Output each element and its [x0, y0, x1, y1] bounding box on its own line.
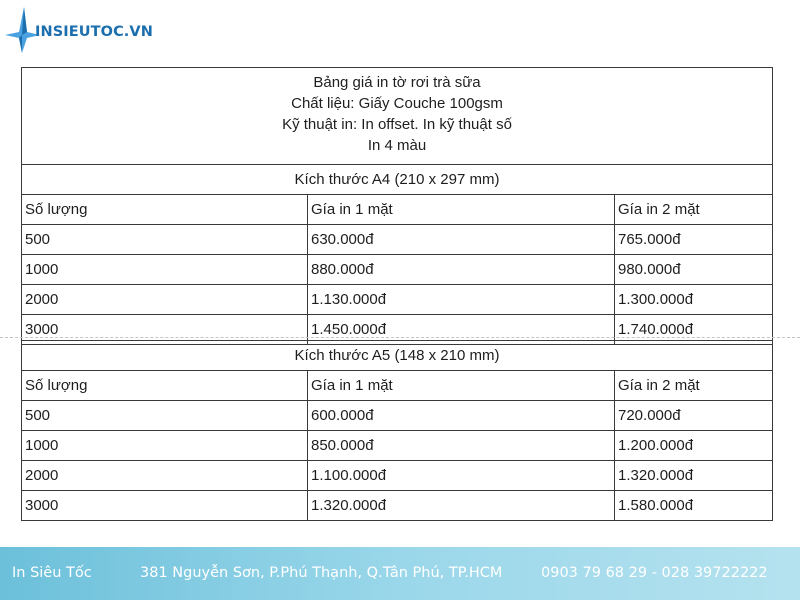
col-price-two-side: Gía in 2 mặt [615, 195, 773, 225]
footer-bar [0, 547, 800, 600]
table-row [22, 431, 773, 461]
price-one-side-cell: 630.000đ [308, 225, 615, 255]
size-title-row [22, 341, 773, 371]
price-two-side-cell: 1.740.000đ [615, 315, 773, 345]
col-price-two-side: Gía in 2 mặt [615, 371, 773, 401]
table-row [22, 225, 773, 255]
price-two-side-cell: 1.320.000đ [615, 461, 773, 491]
header-technique: Kỹ thuật in: In offset. In kỹ thuật số [282, 116, 512, 133]
price-one-side-cell: 880.000đ [308, 255, 615, 285]
header-colors: In 4 màu [367, 137, 427, 154]
price-one-side-cell: 850.000đ [308, 431, 615, 461]
col-price-one-side: Gía in 1 mặt [308, 371, 615, 401]
footer-address: 381 Nguyễn Sơn, P.Phú Thạnh, Q.Tân Phú, TP.HCM [140, 565, 503, 581]
price-two-side-cell: 1.580.000đ [615, 491, 773, 521]
header-cell [22, 68, 773, 165]
footer-phone: 0903 79 68 29 - 028 39722222 [541, 565, 768, 581]
header-row [22, 68, 773, 165]
column-header-row [22, 195, 773, 225]
size-title-row [22, 165, 773, 195]
price-one-side-cell: 1.100.000đ [308, 461, 615, 491]
page-break-line [0, 337, 800, 338]
quantity-cell: 3000 [22, 315, 308, 345]
price-two-side-cell: 720.000đ [615, 401, 773, 431]
price-one-side-cell: 1.130.000đ [308, 285, 615, 315]
table-row [22, 401, 773, 431]
price-table-a4 [21, 67, 773, 345]
price-one-side-cell: 1.320.000đ [308, 491, 615, 521]
quantity-cell: 500 [22, 401, 308, 431]
quantity-cell: 3000 [22, 491, 308, 521]
price-two-side-cell: 765.000đ [615, 225, 773, 255]
price-two-side-cell: 1.300.000đ [615, 285, 773, 315]
quantity-cell: 1000 [22, 255, 308, 285]
size-title-a4: Kích thước A4 (210 x 297 mm) [22, 165, 773, 195]
footer-brand: In Siêu Tốc [12, 565, 92, 581]
quantity-cell: 1000 [22, 431, 308, 461]
quantity-cell: 500 [22, 225, 308, 255]
header-title: Bảng giá in tờ rơi trà sữa [313, 74, 481, 91]
col-price-one-side: Gía in 1 mặt [308, 195, 615, 225]
logo-text: INSIEUTOC.VN [35, 24, 153, 40]
column-header-row [22, 371, 773, 401]
col-quantity: Số lượng [22, 371, 308, 401]
table-row [22, 491, 773, 521]
quantity-cell: 2000 [22, 285, 308, 315]
price-two-side-cell: 1.200.000đ [615, 431, 773, 461]
price-one-side-cell: 1.450.000đ [308, 315, 615, 345]
size-title-a5: Kích thước A5 (148 x 210 mm) [22, 341, 773, 371]
col-quantity: Số lượng [22, 195, 308, 225]
price-one-side-cell: 600.000đ [308, 401, 615, 431]
logo [2, 4, 172, 56]
table-row [22, 461, 773, 491]
table-row [22, 285, 773, 315]
table-row [22, 255, 773, 285]
price-two-side-cell: 980.000đ [615, 255, 773, 285]
price-table-a5 [21, 340, 773, 521]
quantity-cell: 2000 [22, 461, 308, 491]
header-material: Chất liệu: Giấy Couche 100gsm [291, 95, 503, 112]
